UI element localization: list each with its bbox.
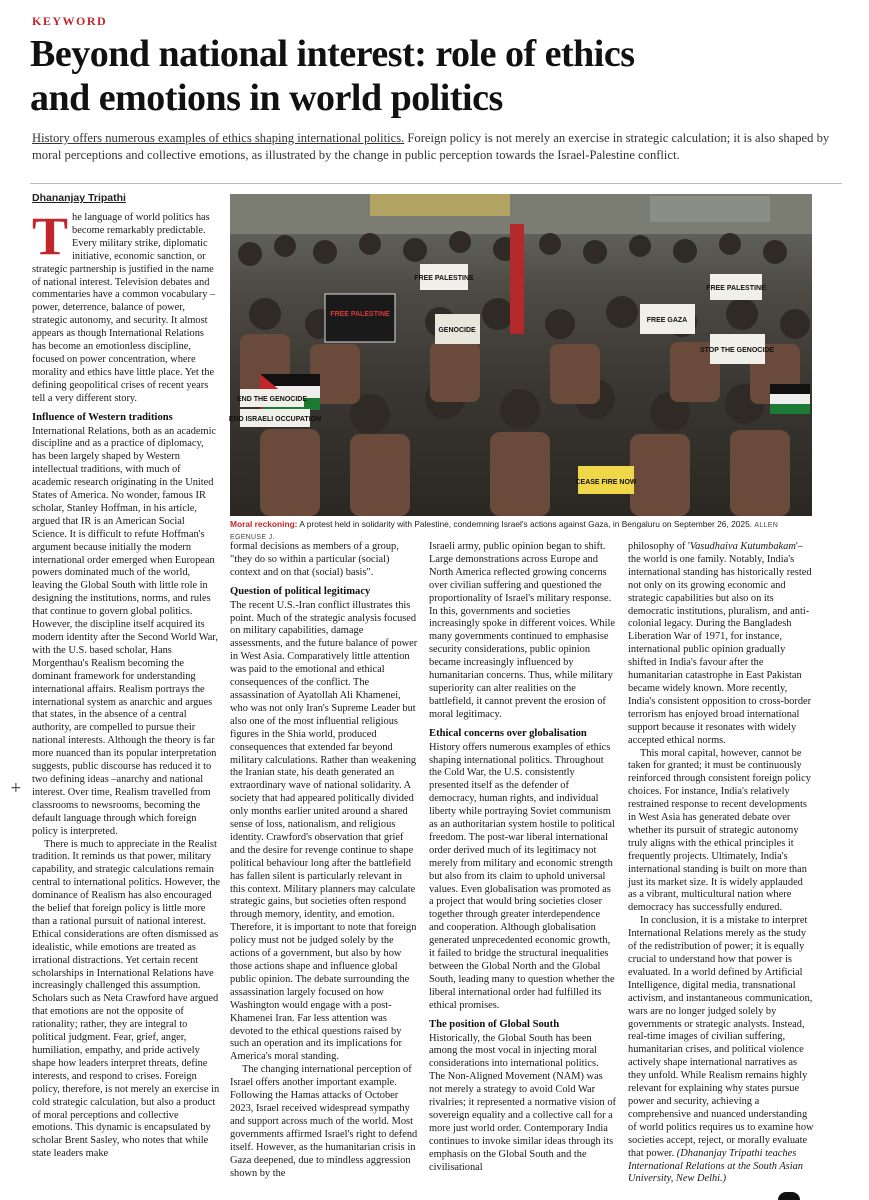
- placard-text-5: CEASE FIRE NOW: [575, 479, 637, 486]
- placard-text-6: FREE GAZA: [646, 317, 688, 324]
- caption-lead: Moral reckoning:: [230, 519, 298, 529]
- sanskrit-phrase: Vasudhaiva Kutumbakam: [689, 541, 796, 552]
- intro-paragraph: The language of world politics has become remarkably predictable. Every military strike, diplomatic initiative, economic sanction, or strategic partnership is justified in the name of national interest. Television debates and commentaries have a common vocabulary – power, deterrence, balance of power, strategic autonomy, and security. It almost appears as though International Relations has become an emotionless discipline, focused on power concentration, where morality and ethics have little place. Yet the defining geopolitical crises of recent years tell a very different story.: [32, 206, 216, 404]
- subhead-western-traditions: Influence of Western traditions: [32, 411, 173, 423]
- placard: [435, 314, 480, 344]
- photo-credit: ALLEN EGENUSE J.: [230, 522, 779, 541]
- body-paragraph: Israeli army, public opinion began to shift. Large demonstrations across Europe and North America reflected growing concerns over civilian suffering and questioned the proportionality of Israel's military response. In this, governments and societies increasingly spoke in different voices. While many governments continued to emphasise security considerations, public opinion became increasingly influenced by humanitarian concerns. Thus, while military superiority can alter realities on the battlefield, it cannot prevent the erosion of moral legitimacy.: [429, 541, 616, 720]
- page-number-mark: [778, 1192, 800, 1200]
- subhead-ethical-concerns: Ethical concerns over globalisation: [429, 727, 587, 739]
- photo-caption: [230, 519, 812, 543]
- placard-text-1: FREE PALESTINE: [330, 311, 390, 318]
- placard: [640, 304, 695, 334]
- placard: [575, 466, 636, 494]
- crosshair-mark: +: [10, 780, 22, 796]
- protest-photo-illustration: [230, 194, 812, 516]
- body-paragraph: The recent U.S.-Iran conflict illustrates this point. Much of the strategic analysis focused on military capabilities, damage assessments, and the future balance of power in West Asia. Comparatively little attention was paid to the emotional and ethical consequences of the conflict. The assassination of Ayatollah Ali Khamenei, who was not only Iran's Supreme Leader but also one of the most influential religious figures in the Shia world, produced consequences that extended far beyond military calculations. Rather than weakening the Iranian state, his death generated an extraordinary wave of national solidarity. A society that had appeared politically divided only months earlier united around a shared sense of loss, nationalism, and religious identity. Crawford's observation that grief and the desire for revenge continue to shape political behaviour long after the battlefield has fallen silent is particularly relevant in this context. Military planners may calculate strategic gains, but societies often respond through memory, identity, and emotion. Therefore, it is important to note that foreign policy must not be judged solely by the actions of a government, but also by how those actions shape and influence global public opinion. The debate surrounding the assassination largely focused on how Washington would engage with a post-Khamenei Iran. Far less attention was devoted to the ethical questions raised by such an operation and its implications for America's moral standing.: [230, 599, 418, 1063]
- placard: [414, 264, 474, 290]
- divider: [30, 183, 842, 184]
- body-paragraph: Historically, the Global South has been among the most vocal in injecting moral considerations into international politics. The Non-Aligned Movement (NAM) was not merely a strategy to avoid Cold War rivalries; it represented a normative vision of sovereign equality and a collective call for a more just world order. Contemporary India continues to invoke similar ideas through its emphasis on the Global South and the civilisational: [429, 1032, 616, 1173]
- standfirst-underlined: History offers numerous examples of ethics shaping international politics.: [32, 131, 405, 145]
- headline: [30, 32, 850, 120]
- placard-text-9: FREE PALESTINE: [706, 285, 766, 292]
- body-paragraph: formal decisions as members of a group, "they do so within a particular (social) context and on that (social) basis".: [230, 541, 399, 578]
- standfirst-text: Foreign policy is not merely an exercise in strategic calculation; it is also shaped by moral perceptions and collective emotions, as illustrated by the change in public perception towards the Israel-Palestine conflict.: [32, 131, 830, 162]
- subhead-political-legitimacy: Question of political legitimacy: [230, 585, 371, 597]
- body-paragraph: History offers numerous examples of ethics shaping international politics. Throughout the Cold War, the U.S. consistently presented itself as the defender of democracy, human rights, and individual liberty while portraying Soviet communism as an authoritarian system hostile to political freedom. The post-war liberal international order derived much of its legitimacy not merely from military and economic strength but also from its claim to uphold universal values. Even globalisation was promoted as a project that would bring societies closer together through greater interdependence and cooperation. Although globalisation generated unprecedented economic growth, it failed to bridge the structural inequalities between the Global North and the Global South, leading many to question whether the liberal international order had fulfilled its ethical promises.: [429, 741, 615, 1011]
- headline-line-1: Beyond national interest: role of ethics: [30, 33, 635, 75]
- body-paragraph: International Relations, both as an academic discipline and as a practice of diplomacy, has been largely shaped by Western intellectual traditions, with much of academic research originating in the United States of America. No wonder, famous IR scholar, Stanley Hoffman, in his article, argued that IR is an American Social Science. It is difficult to refute Hoffman's argument because initially the modern international order emerged when European powers dominated much of the world, leaving the Global South with little role in designing the institutions, norms, and rules that continue to govern global politics. However, the discipline itself acquired its modern identity after the Second World War, with the U.S. based scholar, Hans Morgenthau's Realism becoming the dominant framework for understanding international affairs. Realism portrays the international system as anarchic and argues that states, in the absence of a central authority, are compelled to pursue their national interests. Although the theory is far more nuanced than its popular interpretation suggests, public discourse has reduced it to two defining ideas –anarchy and national interest. Over time, Realism travelled from classrooms to newsrooms, becoming the default language through which foreign policy is interpreted.: [32, 425, 218, 837]
- drop-cap: T: [32, 206, 69, 266]
- body-paragraph: This moral capital, however, cannot be taken for granted; it must be continuously reinforced through consistent foreign policy choices. For instance, India's relatively restrained response to recent developments in West Asia has generated debate over whether its pursuit of strategic autonomy truly aligns with the ethical principles it frequently projects. Ultimately, India's international standing is built on more than just its market size. It is widely applauded as a vibrant, multicultural nation where democracy has successfully endured.: [628, 747, 811, 914]
- placard-text-7: STOP THE GENOCIDE: [699, 347, 775, 354]
- placard: [700, 334, 774, 364]
- section-kicker: KEYWORD: [32, 14, 108, 28]
- headline-line-2: and emotions in world politics: [30, 77, 503, 119]
- article-column-1: [32, 206, 220, 1162]
- protest-photo: [230, 194, 812, 516]
- placard: [229, 409, 321, 427]
- placard-text-2: END THE GENOCIDE: [236, 396, 308, 403]
- caption-text: A protest held in solidarity with Palestine, condemning Israel's actions against Gaza, in Bengaluru on September 26, 2025.: [297, 519, 753, 529]
- byline: Dhananjay Tripathi: [32, 192, 126, 204]
- article-column-2: [230, 541, 418, 1179]
- placard: [237, 389, 307, 407]
- placard-text-4: GENOCIDE: [438, 327, 476, 334]
- placard-text-3: END ISRAELI OCCUPATION: [228, 416, 322, 423]
- author-note: (Dhananjay Tripathi teaches International Relations at the South Asian University, New Delhi.): [628, 1147, 803, 1185]
- placard: [325, 294, 395, 342]
- body-paragraph: The changing international perception of Israel offers another important example. Following the Hamas attacks of October 2023, Israel received widespread sympathy and support across much of the world. Most governments affirmed Israel's right to defend itself. However, as the humanitarian crisis in Gaza deepened, due to mindless aggression shown by the: [230, 1064, 418, 1179]
- body-paragraph: In conclusion, it is a mistake to interpret International Relations merely as the study of the redistribution of power; it is equally crucial to understand how that power is evaluated. In a world defined by Artificial Intelligence, digital media, transnational activism, and instantaneous communication, wars are no longer judged solely by governments or strategic analysts. Instead, real-time images of civilian suffering, humanitarian crises, and political violence actively shape international narratives as they unfold. While Realism remains highly relevant for explaining why states pursue power and security, achieving a comprehensive and nuanced understanding of world politics requires us to examine how societies accept, reject, or morally evaluate that power. (Dhananjay Tripathi teaches International Relations at the South Asian University, New Delhi.): [628, 915, 814, 1185]
- placard: [706, 274, 766, 300]
- article-column-4: [628, 541, 814, 1185]
- subhead-global-south: The position of Global South: [429, 1018, 560, 1030]
- article-column-3: [429, 541, 617, 1173]
- placard-text-8: FREE PALESTINE: [414, 275, 474, 282]
- standfirst: [32, 130, 847, 164]
- body-paragraph: philosophy of 'Vasudhaiva Kutumbakam'– the world is one family. Notably, India's international standing has historically rested not only on its growing economic and strategic capabilities but also on its democratic institutions, pluralism, and anti-colonial legacy. During the Bangladesh Liberation War of 1971, for instance, international public opinion gradually shifted in India's favour after the humanitarian catastrophe in East Pakistan became widely known. More recently, India's consistent opposition to cross-border terrorism has enjoyed broad international support because it resonates with widely accepted ethical norms.: [628, 541, 812, 746]
- body-paragraph: There is much to appreciate in the Realist tradition. It reminds us that power, military capability, and strategic calculations remain central to international politics. However, the dominance of Realism has also encouraged the belief that foreign policy is little more than a rational pursuit of national interest. Ethical considerations are often dismissed as idealistic, while emotions are treated as irrational distractions. Yet certain recent scholarships in International Relations have increasingly challenged this assumption. Scholars such as Neta Crawford have argued that emotions are not the opposite of rationality; rather, they are integral to political judgment. Fear, grief, anger, humiliation, empathy, and pride actively shape how leaders interpret threats, define interests, and respond to crises. Foreign policy, therefore, is not merely an exercise in cold strategic calculation, but also a product of moral perceptions and collective emotions. This dynamic is encapsulated by scholar Brent Sasley, who notes that while state leaders make: [32, 838, 220, 1160]
